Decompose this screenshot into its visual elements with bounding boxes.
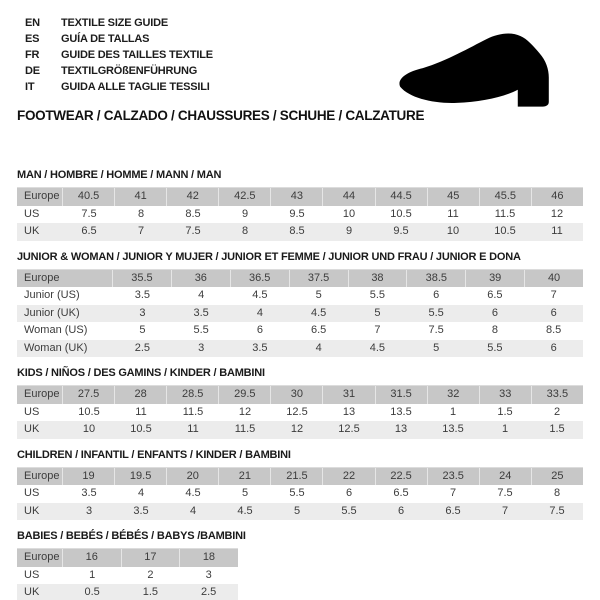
size-cell: 8.5 — [545, 324, 562, 336]
size-section — [17, 367, 583, 439]
size-row — [17, 287, 583, 305]
size-cell: 3 — [198, 341, 205, 354]
size-cell: 37.5 — [290, 270, 349, 288]
size-cell: 41 — [115, 188, 167, 206]
size-cell: 6.5 — [445, 504, 461, 517]
size-cell: 24 — [480, 468, 532, 486]
size-cell: 33 — [480, 386, 532, 404]
row-label: Woman (US) — [24, 324, 88, 336]
size-cell: 5 — [293, 504, 301, 517]
size-cell: 4.5 — [185, 487, 201, 499]
size-cell: 45.5 — [480, 188, 532, 206]
size-cell: 3.5 — [81, 487, 97, 499]
row-label: Europe — [17, 468, 63, 486]
size-cell: 6.5 — [81, 225, 97, 237]
size-section — [17, 169, 583, 241]
size-cell: 7.5 — [549, 504, 565, 517]
size-cell: 16 — [63, 549, 122, 567]
size-row — [17, 503, 583, 521]
size-row — [17, 386, 583, 404]
language-code: IT — [25, 81, 35, 93]
size-cell: 7.5 — [185, 225, 201, 237]
size-cell: 3.5 — [252, 341, 268, 354]
row-label: UK — [24, 225, 40, 237]
size-table — [17, 385, 583, 439]
size-cell: 12.5 — [338, 423, 360, 435]
row-label: US — [24, 207, 40, 220]
row-label: US — [24, 405, 40, 418]
size-cell: 22.5 — [376, 468, 428, 486]
row-label: Junior (UK) — [24, 306, 80, 319]
size-cell: 7.5 — [428, 324, 444, 336]
section-title: MAN / HOMBRE / HOMME / MANN / MAN — [17, 169, 222, 181]
section-title: JUNIOR & WOMAN / JUNIOR Y MUJER / JUNIOR ET FEMME / JUNIOR UND FRAU / JUNIOR E DONA — [17, 250, 521, 263]
size-cell: 7.5 — [81, 207, 97, 220]
size-cell: 6.5 — [487, 289, 503, 301]
size-cell: 7 — [550, 289, 557, 301]
size-cell: 12.5 — [286, 405, 308, 418]
size-cell: 10.5 — [390, 207, 412, 220]
row-label: UK — [24, 586, 40, 598]
size-cell: 1.5 — [497, 405, 513, 418]
language-label: TEXTILGRÖßENFÜHRUNG — [61, 65, 198, 77]
size-cell: 6 — [550, 306, 557, 319]
size-cell: 9.5 — [289, 207, 305, 220]
size-cell: 36 — [172, 270, 231, 288]
size-cell: 1.5 — [549, 423, 565, 435]
size-cell: 13 — [342, 405, 356, 418]
size-row — [17, 206, 583, 224]
size-cell: 30 — [271, 386, 323, 404]
size-cell: 6.5 — [310, 324, 327, 336]
size-cell: 38 — [349, 270, 408, 288]
size-cell: 17 — [122, 549, 181, 567]
size-cell: 4.5 — [237, 504, 253, 517]
size-cell: 2.5 — [134, 341, 151, 354]
category-title: FOOTWEAR / CALZADO / CHAUSSURES / SCHUHE / CALZATURE — [17, 108, 425, 123]
size-cell: 9 — [241, 207, 249, 220]
size-cell: 7.5 — [497, 487, 513, 499]
size-cell: 39 — [466, 270, 525, 288]
size-table — [17, 187, 583, 241]
size-cell: 44.5 — [376, 188, 428, 206]
size-cell: 5.5 — [428, 306, 444, 319]
size-row — [17, 188, 583, 206]
size-row — [17, 485, 583, 503]
size-cell: 11 — [447, 207, 459, 220]
size-cell: 11.5 — [494, 207, 516, 220]
size-cell: 10 — [446, 225, 460, 237]
size-cell: 11 — [551, 225, 563, 237]
size-cell: 11.5 — [182, 405, 204, 418]
size-cell: 3.5 — [133, 504, 149, 517]
size-cell: 45 — [428, 188, 480, 206]
size-cell: 25 — [551, 469, 564, 482]
size-row — [17, 549, 238, 567]
size-cell: 1 — [89, 568, 96, 581]
size-row — [17, 305, 583, 323]
language-code: FR — [25, 49, 40, 61]
size-cell: 1 — [449, 405, 457, 418]
size-cell: 6 — [550, 341, 557, 354]
size-row — [17, 223, 583, 241]
size-row — [17, 468, 583, 486]
size-cell: 4.5 — [310, 306, 327, 319]
size-cell: 19.5 — [115, 468, 167, 486]
size-cell: 22 — [323, 468, 375, 486]
size-cell: 5.5 — [341, 504, 357, 517]
section-title: CHILDREN / INFANTIL / ENFANTS / KINDER / BAMBINI — [17, 448, 291, 461]
size-cell: 13 — [394, 423, 408, 435]
size-cell: 6 — [433, 289, 440, 301]
language-label: GUIDA ALLE TAGLIE TESSILI — [61, 81, 210, 93]
size-cell: 7 — [374, 324, 381, 336]
size-row — [17, 584, 238, 600]
size-cell: 3.5 — [193, 306, 209, 319]
size-cell: 8 — [491, 324, 498, 336]
size-cell: 7 — [137, 225, 145, 237]
size-cell: 42.5 — [219, 188, 271, 206]
size-cell: 28 — [115, 386, 167, 404]
size-cell: 10.5 — [130, 423, 152, 435]
size-cell: 31 — [323, 386, 375, 404]
row-label: Europe — [17, 386, 63, 404]
size-cell: 5 — [433, 341, 440, 354]
size-cell: 28.5 — [167, 386, 219, 404]
size-cell: 38.5 — [407, 270, 466, 288]
size-cell: 3 — [139, 306, 146, 319]
size-cell: 4 — [198, 289, 205, 301]
language-label: GUIDE DES TAILLES TEXTILE — [61, 49, 213, 61]
size-cell: 6 — [491, 306, 498, 319]
size-cell: 6 — [397, 504, 405, 517]
size-cell: 13.5 — [390, 405, 412, 418]
section-title: BABIES / BEBÉS / BÉBÉS / BABYS /BAMBINI — [17, 530, 246, 542]
size-cell: 3.5 — [134, 289, 151, 301]
row-label: US — [24, 568, 40, 581]
row-label: UK — [24, 423, 40, 435]
size-cell: 40.5 — [63, 188, 115, 206]
size-cell: 7 — [449, 487, 457, 499]
size-cell: 0.5 — [84, 586, 100, 598]
size-cell: 35.5 — [113, 270, 172, 288]
size-cell: 21.5 — [271, 468, 323, 486]
size-cell: 6 — [256, 324, 263, 336]
size-cell: 8 — [553, 487, 561, 499]
size-cell: 2 — [147, 568, 154, 581]
shoe-icon — [385, 23, 581, 117]
row-label: Europe — [17, 270, 113, 288]
size-cell: 31.5 — [376, 386, 428, 404]
size-cell: 29.5 — [219, 386, 271, 404]
size-cell: 44 — [323, 188, 375, 206]
size-cell: 8 — [241, 225, 249, 237]
size-cell: 4.5 — [369, 341, 386, 354]
size-row — [17, 340, 583, 358]
size-cell: 18 — [202, 551, 216, 563]
size-cell: 40 — [547, 271, 561, 284]
size-cell: 2 — [553, 405, 561, 418]
row-label: Junior (US) — [24, 289, 80, 301]
row-label: Woman (UK) — [24, 341, 88, 354]
language-code: DE — [25, 65, 40, 77]
size-cell: 42 — [167, 188, 219, 206]
size-cell: 4 — [256, 306, 263, 319]
language-label: GUÍA DE TALLAS — [61, 33, 150, 45]
size-cell: 21 — [219, 468, 271, 486]
size-cell: 4 — [189, 504, 197, 517]
size-cell: 6 — [345, 487, 353, 499]
size-cell: 5.5 — [369, 289, 386, 301]
size-tables — [17, 169, 583, 600]
size-cell: 12 — [238, 405, 252, 418]
size-cell: 5 — [374, 306, 381, 319]
size-cell: 11 — [135, 405, 147, 418]
size-cell: 4.5 — [252, 289, 268, 301]
section-title: KIDS / NIÑOS / DES GAMINS / KINDER / BAMBINI — [17, 367, 265, 379]
language-label: TEXTILE SIZE GUIDE — [61, 17, 169, 29]
size-cell: 27.5 — [63, 386, 115, 404]
size-cell: 2.5 — [200, 586, 217, 598]
size-cell: 10.5 — [78, 405, 100, 418]
size-row — [17, 270, 583, 288]
row-label: Europe — [17, 549, 63, 567]
header — [17, 15, 583, 95]
size-cell: 8.5 — [185, 207, 201, 220]
language-code: ES — [25, 33, 40, 45]
size-cell: 12 — [290, 423, 304, 435]
size-cell: 1.5 — [142, 586, 159, 598]
size-cell: 8 — [137, 207, 145, 220]
size-cell: 5.5 — [193, 324, 209, 336]
size-cell: 12 — [550, 207, 564, 220]
size-table — [17, 548, 238, 600]
row-label: US — [24, 487, 40, 499]
size-cell: 11 — [187, 423, 199, 435]
row-label: UK — [24, 504, 40, 517]
size-cell: 3 — [205, 568, 212, 581]
size-cell: 3 — [85, 504, 93, 517]
size-cell: 9.5 — [393, 225, 409, 237]
size-cell: 5.5 — [487, 341, 503, 354]
size-row — [17, 421, 583, 439]
size-row — [17, 404, 583, 422]
size-section — [17, 530, 583, 600]
size-cell: 7 — [501, 504, 509, 517]
size-cell: 6.5 — [393, 487, 409, 499]
size-cell: 5 — [315, 289, 322, 301]
size-section — [17, 251, 583, 358]
size-cell: 32 — [428, 386, 480, 404]
size-cell: 10.5 — [494, 225, 516, 237]
size-cell: 4 — [315, 341, 322, 354]
size-cell: 9 — [345, 225, 353, 237]
size-cell: 8.5 — [289, 225, 305, 237]
size-cell: 13.5 — [442, 423, 464, 435]
size-cell: 5 — [139, 324, 146, 336]
size-cell: 20 — [167, 468, 219, 486]
size-cell: 5 — [241, 487, 249, 499]
row-label: Europe — [17, 188, 63, 206]
size-cell: 10 — [342, 207, 356, 220]
size-row — [17, 567, 238, 585]
size-cell: 33.5 — [546, 388, 569, 400]
language-code: EN — [25, 17, 40, 29]
size-cell: 11.5 — [234, 423, 256, 435]
size-cell: 5.5 — [289, 487, 305, 499]
size-cell: 46 — [551, 190, 564, 202]
size-cell: 36.5 — [231, 270, 290, 288]
size-cell: 23.5 — [428, 468, 480, 486]
size-row — [17, 322, 583, 340]
size-cell: 1 — [501, 423, 509, 435]
size-cell: 19 — [63, 468, 115, 486]
size-table — [17, 467, 583, 521]
size-cell: 43 — [271, 188, 323, 206]
size-section — [17, 449, 583, 521]
size-cell: 10 — [82, 423, 96, 435]
size-cell: 4 — [137, 487, 145, 499]
size-table — [17, 269, 583, 358]
